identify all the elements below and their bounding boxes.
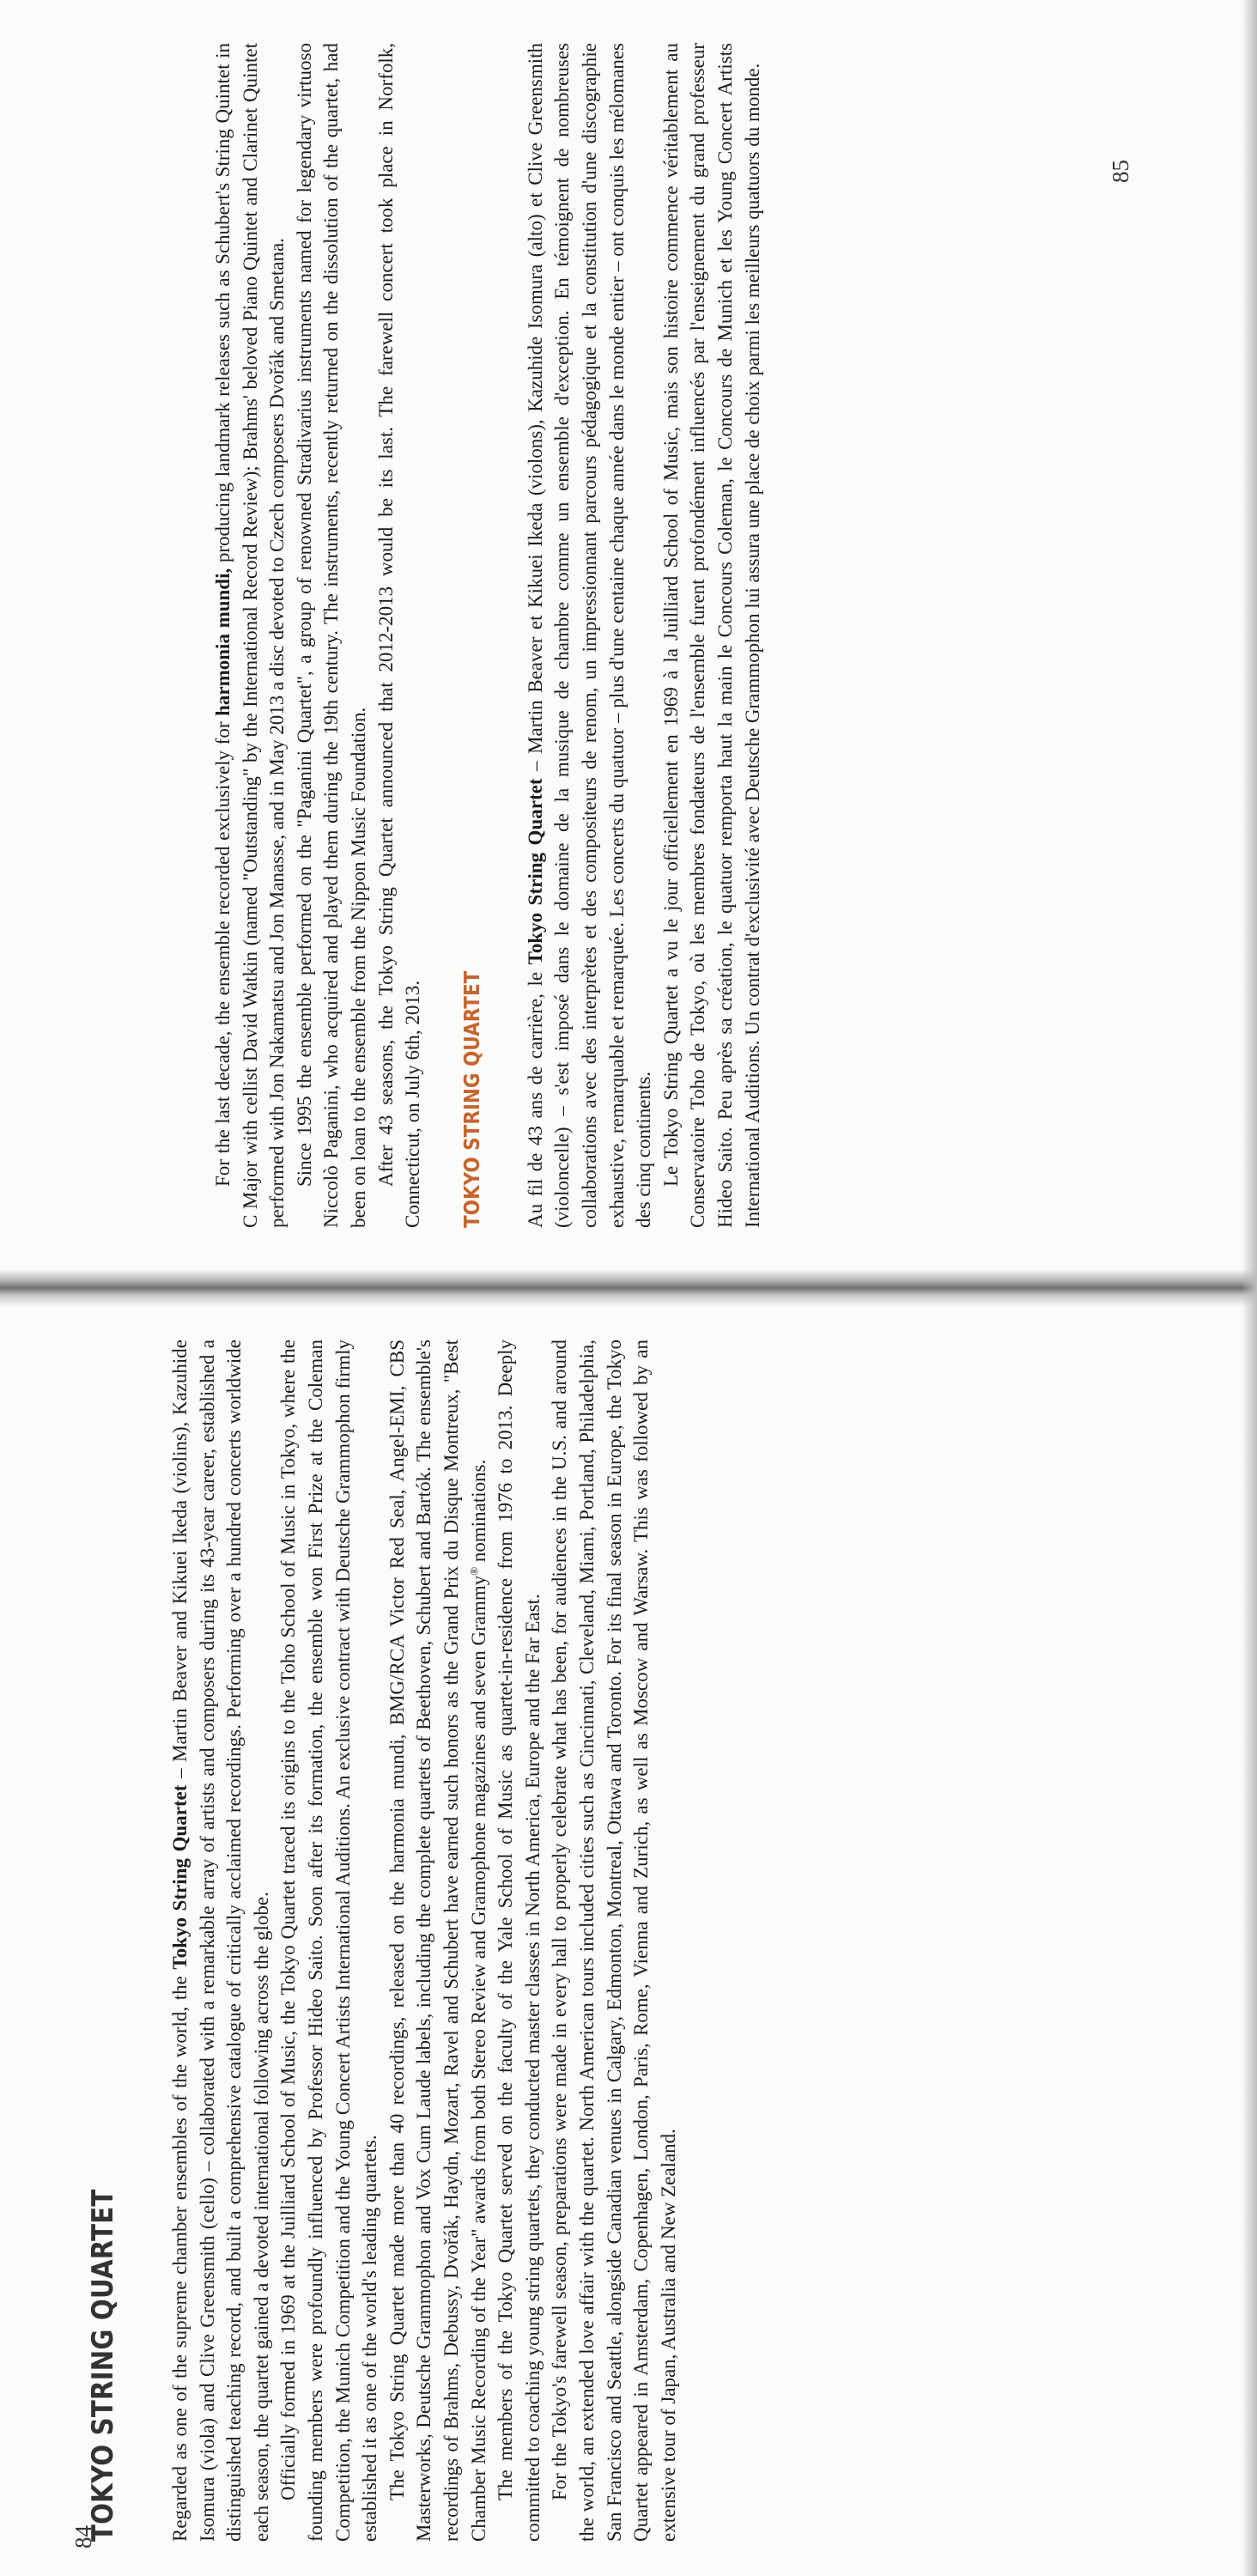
paragraph-en-2: Since 1995 the ensemble performed on the "Paganini Quartet", a group of renowned Stradivarius instruments named for legendary virtuoso Niccolò Paganini, who acquired and played them during the 19th century. The instruments, recently returned on the dissolution of the quartet, had been on loan to the ensemble from the Nippon Music Foundation. — [293, 43, 369, 1228]
bold-tokyo-string-quartet-fr: Tokyo String Quartet — [524, 778, 546, 965]
page-title: TOKYO STRING QUARTET — [86, 2189, 120, 2542]
bold-harmonia-mundi: harmonia mundi, — [212, 568, 234, 716]
paragraph-en-3: After 43 seasons, the Tokyo String Quartet announced that 2012-2013 would be its last. The farewell concert took place in Norfolk, Connecticut, on July 6th, 2013. — [374, 43, 424, 1228]
page-84 — [0, 1288, 1257, 2576]
paragraph-3: The Tokyo String Quartet made more than 40 recordings, released on the harmonia mundi, BMG/RCA Victor Red Seal, Angel-EMI, CBS Masterworks, Deutsche Grammophon and Vox Cum Laude labels, including the complete quartets of Beethoven, Schubert and Bartók. The ensemble's recordings of Brahms, Debussy, Dvořák, Haydn, Mozart, Ravel and Schubert have earned such honors as the Grand Prix du Disque Montreux, "Best Chamber Music Recording of the Year" awards from both Stereo Review and Gramophone magazines and seven Grammy® nominations. — [386, 1340, 489, 2542]
page-number-85: 85 — [1108, 160, 1133, 183]
text-column-page-84 — [86, 1340, 682, 2542]
paragraph-fr-1: Au fil de 43 ans de carrière, le Tokyo String Quartet – Martin Beaver et Kikuei Ikeda (violons), Kazuhide Isomura (alto) et Clive Greensmith (violoncelle) – s'est imposé dans le domaine de la musique de chambre comme un ensemble d'exception. En témoignent de nombreuses collaborations avec des interprètes et des compositeurs de renom, un impressionnant parcours pédagogique et la constitution d'une discographie exhaustive, remarquable et remarquée. Les concerts du quatuor – plus d'une centaine chaque année dans le monde entier – ont conquis les mélomanes des cinq continents. — [524, 43, 655, 1228]
paragraph-en-1: For the last decade, the ensemble recorded exclusively for harmonia mundi, producing landmark releases such as Schubert's String Quintet in C Major with cellist David Watkin (named "Outstanding" by the International Record Review); Brahms' beloved Piano Quintet and Clarinet Quintet performed with Jon Nakamatsu and Jon Manasse, and in May 2013 a disc devoted to Czech composers Dvořák and Smetana. — [212, 43, 288, 1228]
registered-mark: ® — [466, 1566, 480, 1576]
gutter-shadow-bottom — [0, 1288, 1257, 1307]
text-column-page-85 — [210, 43, 766, 1228]
paragraph-1: Regarded as one of the supreme chamber ensembles of the world, the Tokyo String Quartet – Martin Beaver and Kikuei Ikeda (violins), Kazuhide Isomura (viola) and Clive Greensmith (cello) – collaborated with a remarkable array of artists and composers during its 43-year career, established a distinguished teaching record, and built a comprehensive catalogue of critically acclaimed recordings. Performing over a hundred concerts worldwide each season, the quartet gained a devoted international following across the globe. — [169, 1340, 272, 2542]
french-heading: TOKYO STRING QUARTET — [458, 970, 484, 1228]
paragraph-fr-2: Le Tokyo String Quartet a vu le jour officiellement en 1969 à la Juilliard School of Music, mais son histoire commence véritablement au Conservatoire Toho de Tokyo, où les membres fondateurs de l'ensemble furent profondément influencés par l'enseignement du grand professeur Hideo Saito. Peu après sa création, le quatuor remporta haut la main le Concours Coleman, le Concours de Munich et les Young Concert Artists International Auditions. Un contrat d'exclusivité avec Deutsche Grammophon lui assura une place de choix parmi les meilleurs quatuors du monde. — [659, 43, 763, 1228]
paragraph-5: For the Tokyo's farewell season, preparations were made in every hall to properly celebrate what has been, for audiences in the U.S. and around the world, an extended love affair with the quartet. North American tours included cities such as Cincinnati, Cleveland, Miami, Portland, Philadelphia, San Francisco and Seattle, alongside Canadian venues in Calgary, Edmonton, Montreal, Ottawa and Toronto. For its final season in Europe, the Tokyo Quartet appeared in Amsterdam, Copenhagen, London, Paris, Rome, Vienna and Zurich, as well as Moscow and Warsaw. This was followed by an extensive tour of Japan, Australia and New Zealand. — [549, 1340, 679, 2542]
bold-tokyo-string-quartet: Tokyo String Quartet — [169, 1784, 191, 1970]
paragraph-2: Officially formed in 1969 at the Juilliard School of Music, the Tokyo Quartet traced its origins to the Toho School of Music in Tokyo, where the founding members were profoundly influenced by Professor Hideo Saito. Soon after its formation, the ensemble won First Prize at the Coleman Competition, the Munich Competition and the Young Concert Artists International Auditions. An exclusive contract with Deutsche Grammophon firmly established it as one of the world's leading quartets. — [277, 1340, 381, 2542]
gutter-shadow-top — [0, 1269, 1257, 1288]
page-number-84: 84 — [70, 2525, 96, 2549]
page-edge — [1242, 0, 1257, 2576]
paragraph-4: The members of the Tokyo Quartet served on the faculty of the Yale School of Music as quartet-in-residence from 1976 to 2013. Deeply committed to coaching young string quartets, they conducted master classes in North America, Europe and the Far East. — [495, 1340, 543, 2542]
